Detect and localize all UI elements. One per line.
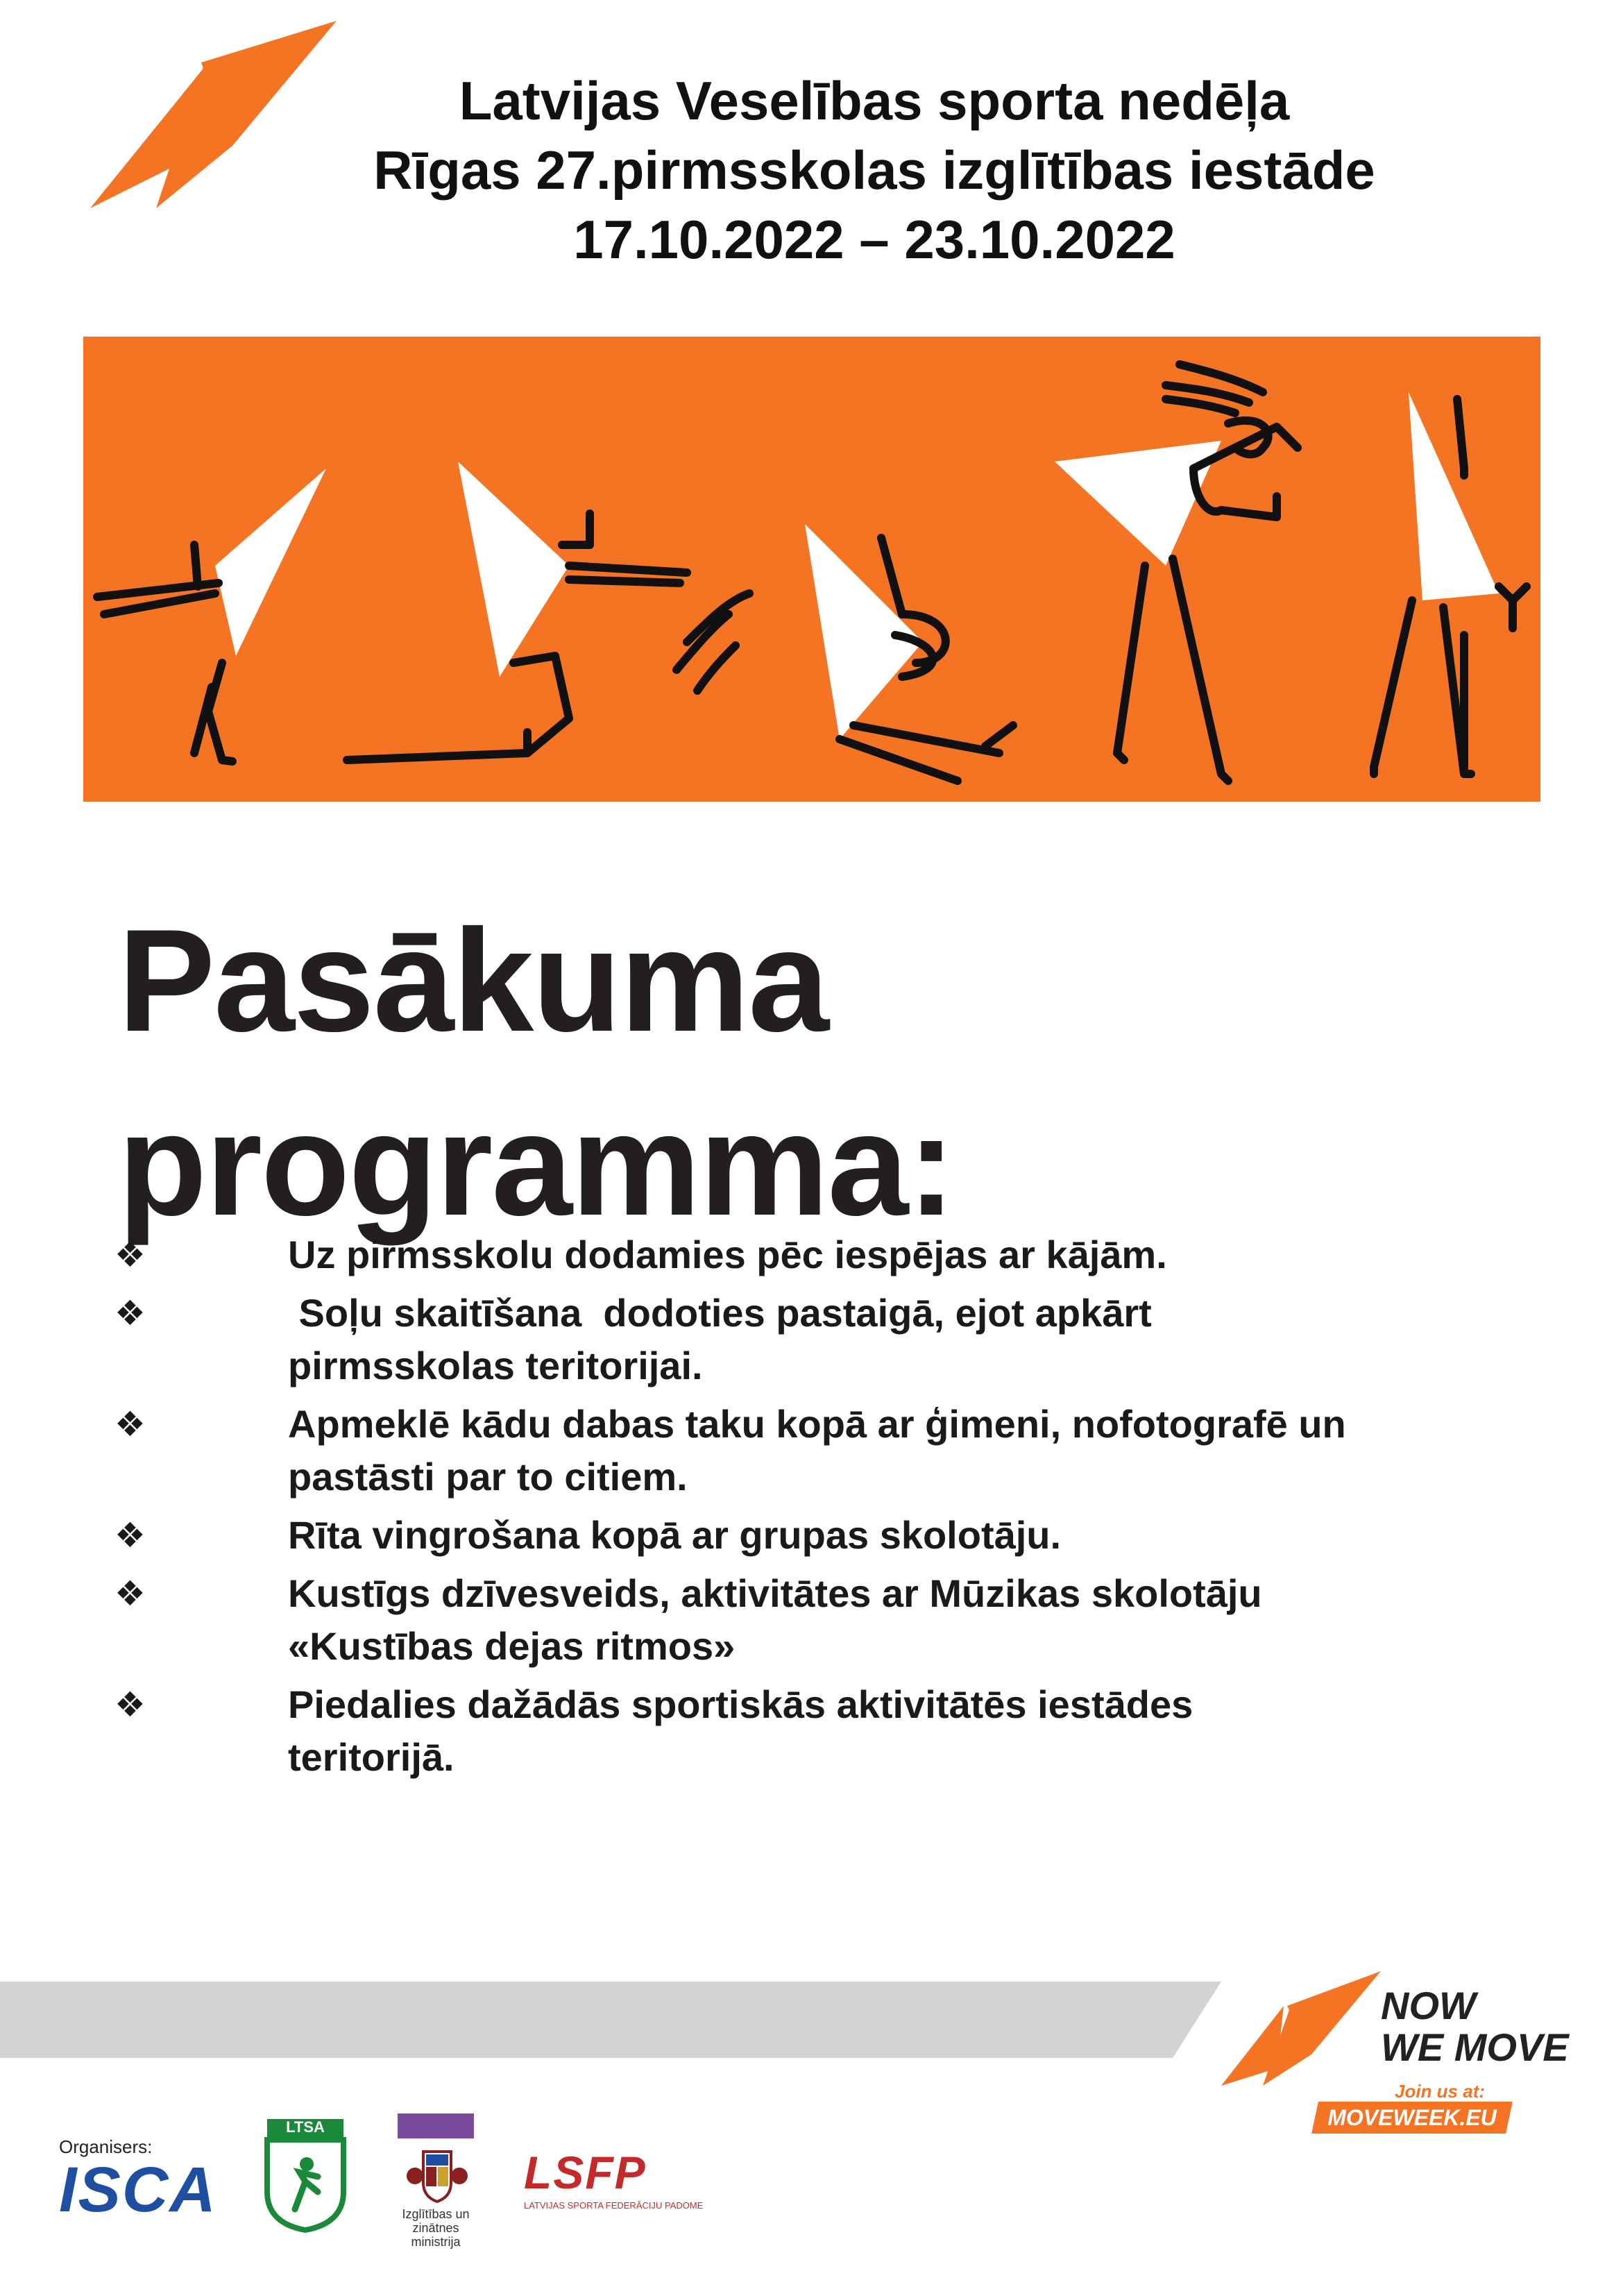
- join-us-text: Join us at:: [1395, 2081, 1486, 2102]
- list-item: [114, 1398, 1572, 1503]
- figure-body-5: [1409, 392, 1499, 600]
- list-item: [114, 1678, 1572, 1784]
- list-item: [114, 1229, 1572, 1281]
- header: [208, 66, 1540, 274]
- list-item-text-cont: «Kustības dejas ritmos»: [288, 1624, 736, 1668]
- stick-figures-illustration: [83, 337, 1540, 802]
- activity-banner: [83, 337, 1540, 802]
- ministry-name-line2: ministrija: [411, 2235, 461, 2249]
- figure-body-3: [805, 524, 923, 739]
- list-item-text-cont: pastāsti par to citiem.: [288, 1455, 688, 1499]
- footer-gray-band: [0, 1982, 1221, 2058]
- list-item-text: Rīta vingrošana kopā ar grupas skolotāju.: [288, 1513, 1062, 1557]
- ministry-name-line1: Izglītības un zinātnes: [402, 2207, 470, 2235]
- figure-body-4: [1055, 441, 1221, 566]
- isca-logo: ISCA: [59, 2154, 217, 2225]
- list-item-text-cont: teritorijā.: [288, 1735, 454, 1779]
- diamond-bullet-icon: ❖: [114, 1574, 146, 1613]
- lsfp-subtitle: LATVIJAS SPORTA FEDERĀCIJU PADOME: [524, 2200, 704, 2211]
- we-move-text: WE MOVE: [1381, 2025, 1569, 2069]
- ministry-coat-of-arms-icon: [402, 2145, 472, 2207]
- program-heading: [118, 888, 954, 1256]
- program-heading-line1: Pasākuma: [118, 899, 829, 1062]
- now-text: NOW: [1381, 1984, 1476, 2027]
- ministry-purple-bar: [398, 2113, 474, 2138]
- diamond-bullet-icon: ❖: [114, 1235, 146, 1274]
- list-item-text: Piedalies dažādās sportiskās aktivitātēs iestādes: [288, 1682, 1193, 1726]
- header-dates: 17.10.2022 – 23.10.2022: [573, 209, 1175, 270]
- header-title: Latvijas Veselības sporta nedēļa: [459, 70, 1290, 131]
- header-institution: Rīgas 27.pirmsskolas izglītības iestāde: [373, 140, 1375, 201]
- list-item: [114, 1509, 1572, 1562]
- moveweek-url-badge[interactable]: [1311, 2102, 1513, 2134]
- organisers-label: Organisers:: [59, 2136, 153, 2157]
- list-item-text-cont: pirmsskolas teritorijai.: [288, 1344, 703, 1387]
- list-item: [114, 1567, 1572, 1673]
- program-heading-line2: programma:: [118, 1083, 955, 1246]
- ministry-name: [380, 2207, 491, 2249]
- list-item-text: Soļu skaitīšana dodoties pastaigā, ejot apkārt: [288, 1291, 1152, 1335]
- diamond-bullet-icon: ❖: [114, 1294, 146, 1333]
- diamond-bullet-icon: ❖: [114, 1405, 146, 1444]
- list-item-text: Apmeklē kādu dabas taku kopā ar ģimeni, nofotografē un: [288, 1402, 1346, 1446]
- ltsa-text: LTSA: [286, 2118, 325, 2136]
- moveweek-url-text: MOVEWEEK.EU: [1327, 2105, 1497, 2130]
- figure-body-1: [215, 469, 326, 656]
- program-list: [114, 1229, 1572, 1789]
- figure-body-2: [458, 462, 569, 677]
- now-we-move-logo: [1221, 1971, 1388, 2089]
- list-item-text: Kustīgs dzīvesveids, aktivitātes ar Mūzikas skolotāju: [288, 1571, 1262, 1615]
- lsfp-logo: LSFP: [524, 2147, 647, 2198]
- list-item: [114, 1287, 1572, 1392]
- now-we-move-text: [1381, 1985, 1569, 2068]
- list-item-text: Uz pirmsskolu dodamies pēc iespējas ar kājām.: [288, 1233, 1167, 1276]
- diamond-bullet-icon: ❖: [114, 1685, 146, 1724]
- diamond-bullet-icon: ❖: [114, 1516, 146, 1555]
